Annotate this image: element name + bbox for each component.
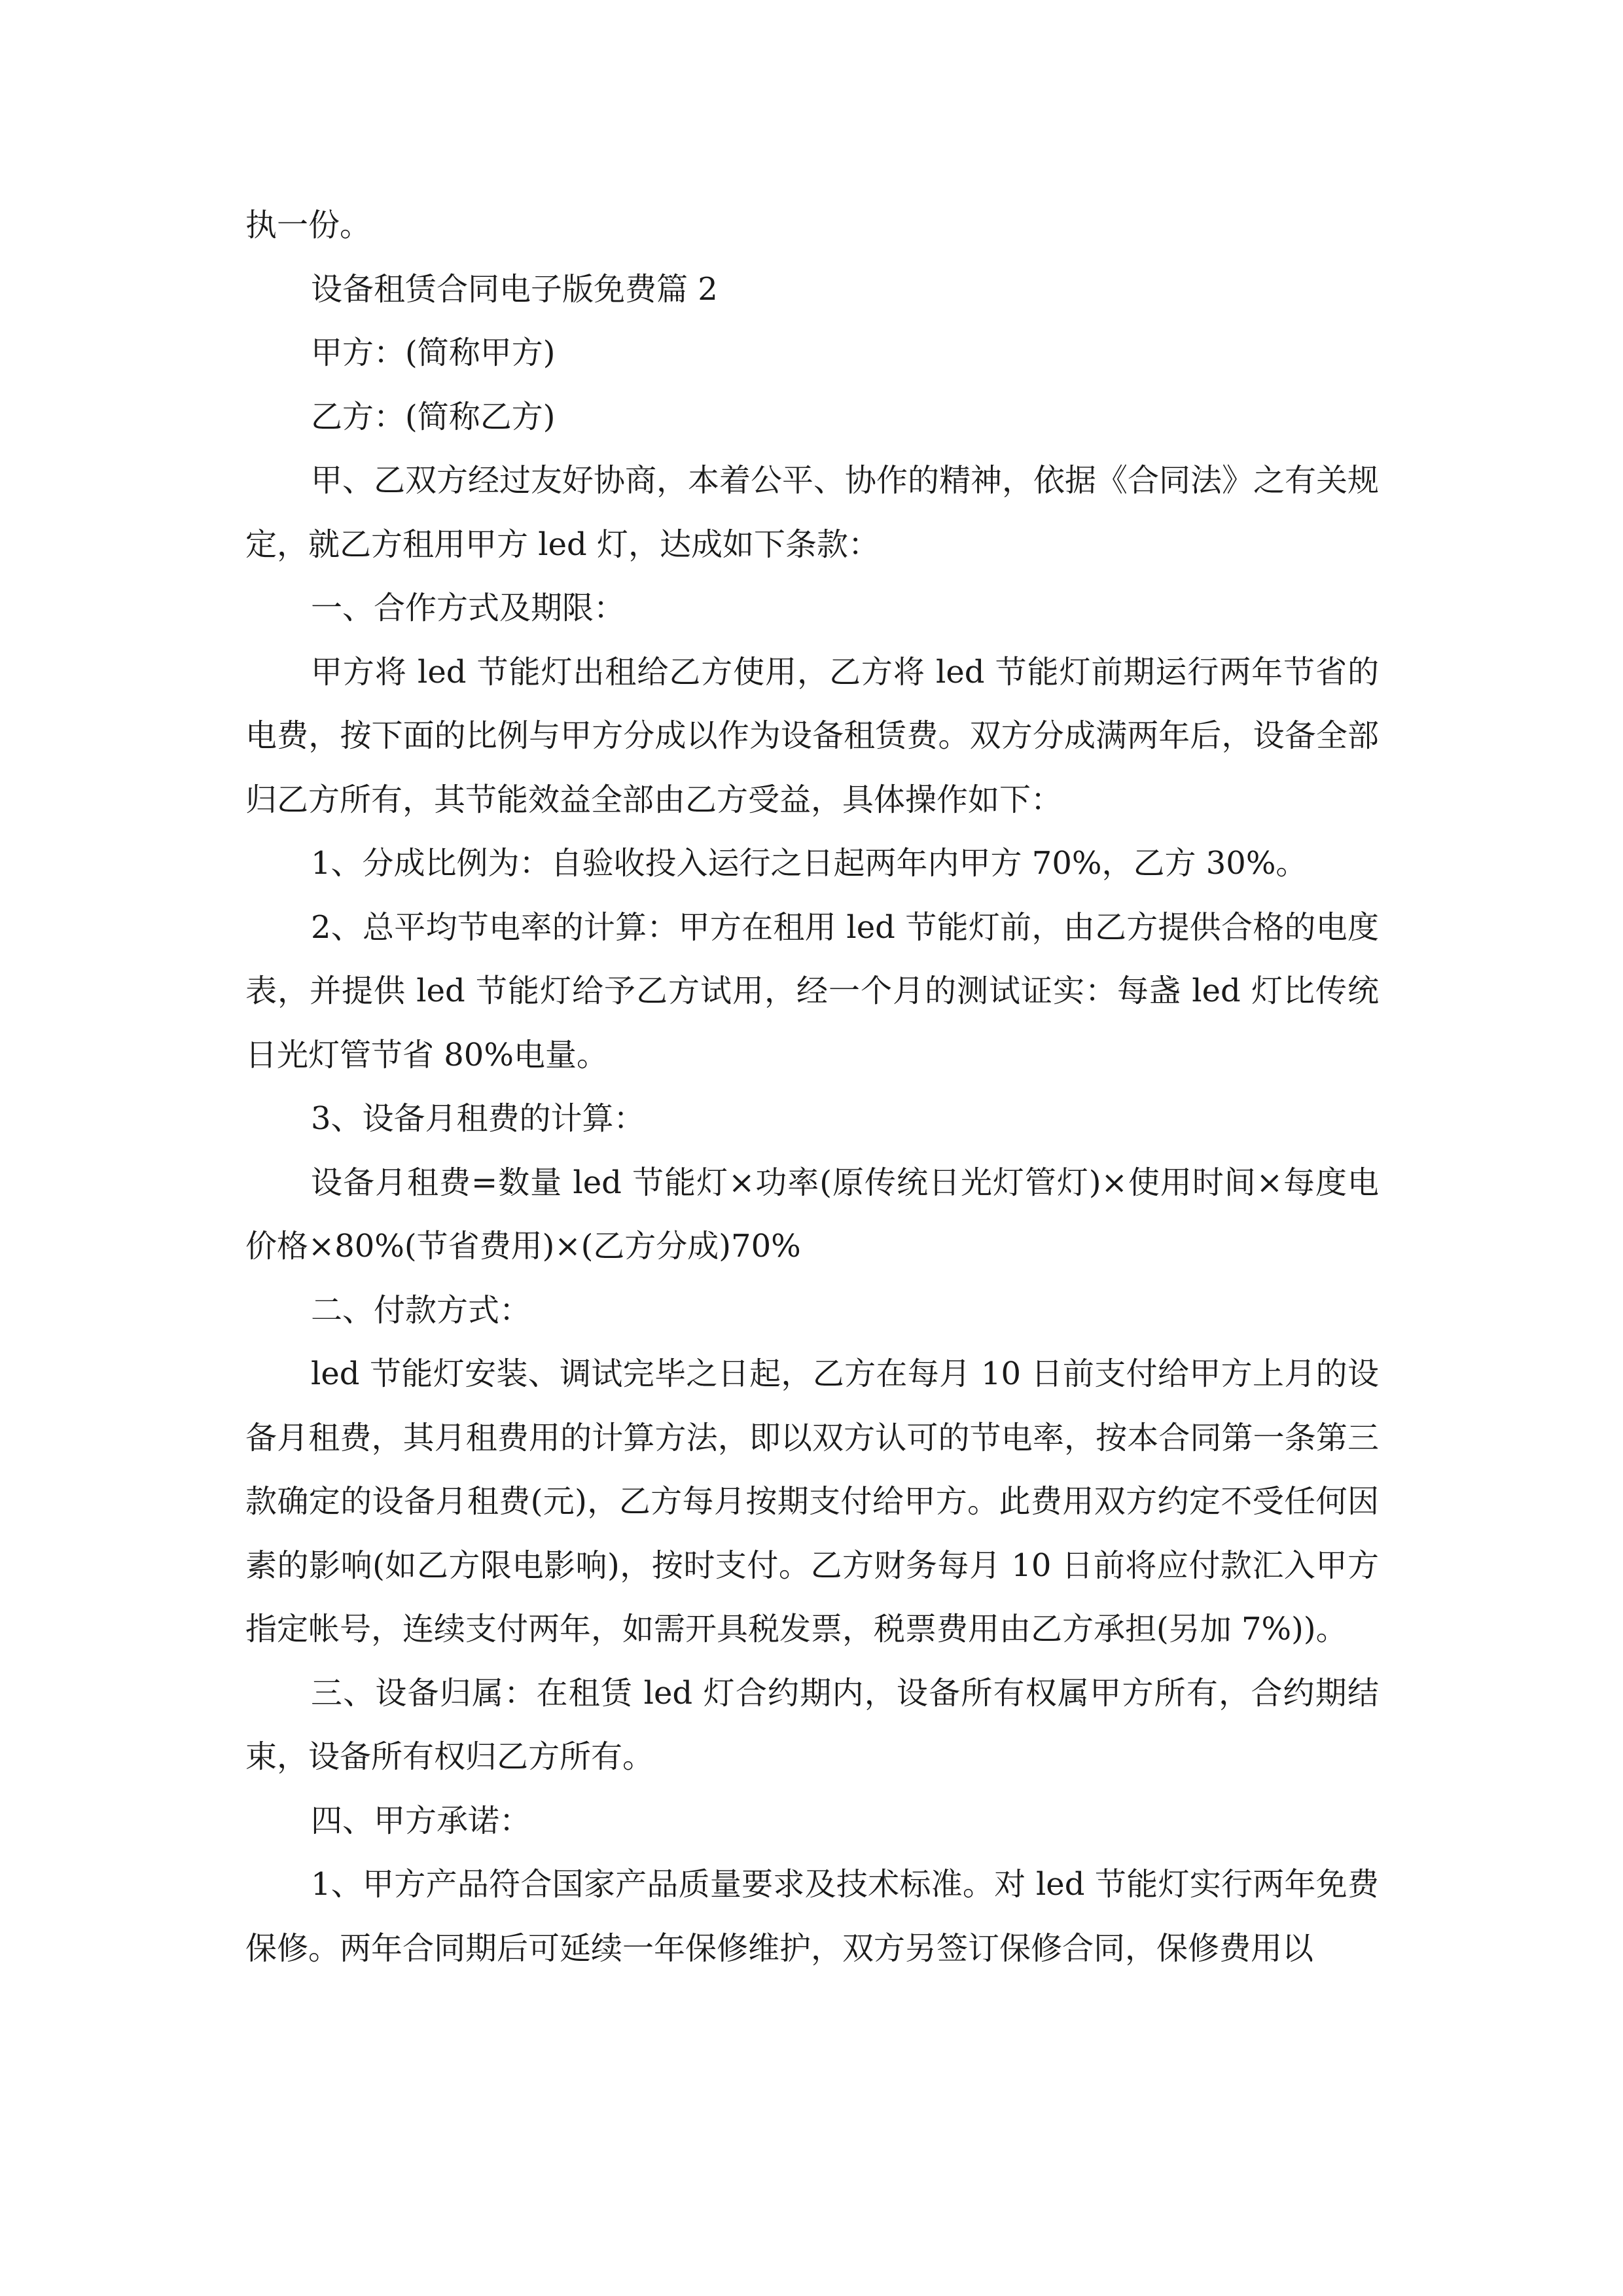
rent-formula: 设备月租费=数量 led 节能灯×功率(原传统日光灯管灯)×使用时间×每度电价格×80%(节省费用)×(乙方分成)70% — [245, 1164, 1379, 1265]
clause-3-paragraph: 三、设备归属：在租赁 led 灯合约期内，设备所有权属甲方所有，合约期结束，设备所有权归乙方所有。 — [245, 1674, 1379, 1775]
clause-1-item-2: 2、总平均节电率的计算：甲方在租用 led 节能灯前，由乙方提供合格的电度表，并提供 led 节能灯给予乙方试用，经一个月的测试证实：每盏 led 灯比传统日光灯管节省 80%电量。 — [245, 908, 1379, 1073]
clause-1-item-1: 1、分成比例为：自验收投入运行之日起两年内甲方 70%，乙方 30%。 — [311, 845, 1308, 882]
party-b-line: 乙方：(简称乙方) — [311, 398, 556, 435]
clause-2-heading: 二、付款方式： — [311, 1291, 531, 1329]
clause-1-body: 甲方将 led 节能灯出租给乙方使用，乙方将 led 节能灯前期运行两年节省的电费，按下面的比例与甲方分成以作为设备租赁费。双方分成满两年后，设备全部归乙方所有，其节能效益全部由乙方受益，具体操作如下： — [245, 653, 1379, 818]
clause-4-heading: 四、甲方承诺： — [311, 1802, 531, 1839]
document-page — [245, 194, 1379, 1981]
clause-1-item-3: 3、设备月租费的计算： — [311, 1100, 645, 1137]
paragraph-1: 执一份。 — [245, 207, 372, 243]
preamble-paragraph: 甲、乙双方经过友好协商，本着公平、协作的精神，依据《合同法》之有关规定，就乙方租用甲方 led 灯，达成如下条款： — [245, 462, 1380, 563]
clause-2-body: led 节能灯安装、调试完毕之日起，乙方在每月 10 日前支付给甲方上月的设备月租费，其月租费用的计算方法，即以双方认可的节电率，按本合同第一条第三款确定的设备月租费(元)，乙方每月按期支付给甲方。此费用双方约定不受任何因素的影响(如乙方限电影响)，按时支付。乙方财务每月 10 日前将应付款汇入甲方指定帐号，连续支付两年，如需开具税发票，税票费用由乙方承担(另加 7%))。 — [245, 1355, 1379, 1647]
party-a-line: 甲方：(简称甲方) — [311, 334, 556, 371]
section-title: 设备租赁合同电子版免费篇 2 — [311, 270, 718, 308]
clause-4-item-1: 1、甲方产品符合国家产品质量要求及技术标准。对 led 节能灯实行两年免费保修。两年合同期后可延续一年保修维护，双方另签订保修合同，保修费用以 — [245, 1866, 1379, 1967]
clause-1-heading: 一、合作方式及期限： — [311, 590, 626, 626]
